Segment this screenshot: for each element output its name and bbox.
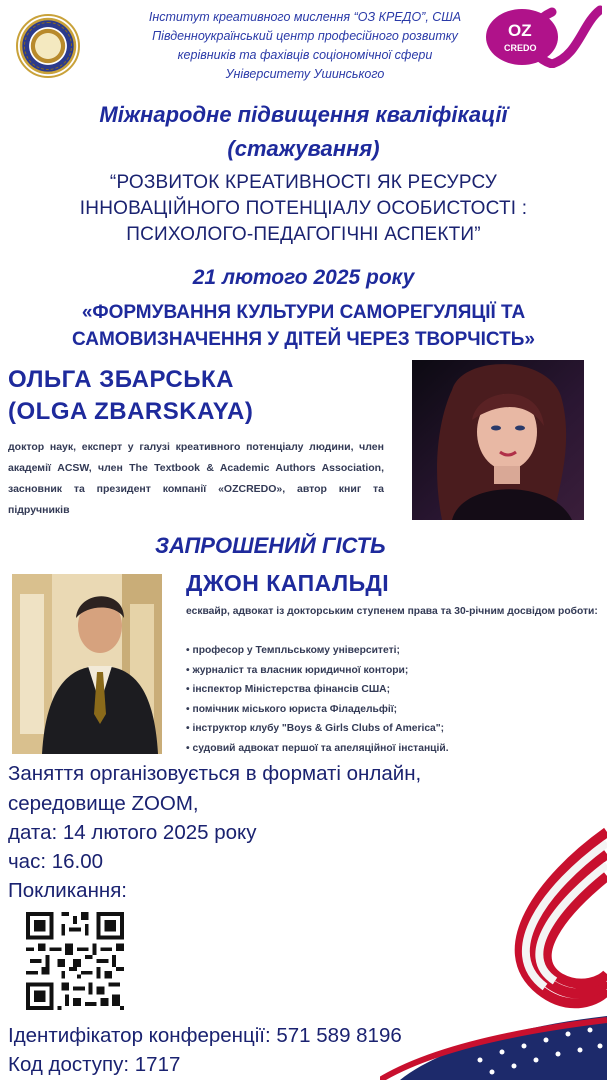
speaker-name-latin: (OLGA ZBARSKAYA)	[8, 398, 254, 425]
time-line: час: 16.00	[8, 850, 104, 873]
program-line: ПСИХОЛОГО-ПЕДАГОГІЧНІ АСПЕКТИ”	[126, 224, 481, 245]
format-line: Заняття організовується в форматі онлайн,	[8, 762, 422, 785]
platform-line: середовище ZOOM,	[8, 792, 199, 815]
speaker-name	[8, 364, 368, 428]
svg-text:OZ: OZ	[508, 21, 532, 40]
speaker-name-line: ОЛЬГА ЗБАРСЬКА	[8, 366, 234, 393]
lecture-topic	[0, 299, 607, 353]
guest-name: ДЖОН КАПАЛЬДІ	[186, 570, 390, 596]
program-title	[0, 170, 607, 248]
guest-photo	[12, 574, 162, 754]
header-institutions	[120, 8, 490, 84]
guest-roles-list	[186, 641, 606, 758]
header-line: керівників та фахівців соціономічної сфери	[177, 48, 433, 62]
ozcredo-logo	[482, 4, 602, 68]
list-item: • професор у Темпльському університеті;	[186, 641, 606, 661]
title-line: Міжнародне підвищення кваліфікації	[99, 102, 508, 127]
invited-guest-label: ЗАПРОШЕНИЙ ГІСТЬ	[155, 533, 386, 558]
topic-line: САМОВИЗНАЧЕННЯ У ДІТЕЙ ЧЕРЕЗ ТВОРЧІСТЬ»	[72, 329, 535, 350]
header-line: Південноукраїнський центр професійного розвитку	[152, 29, 458, 43]
list-item: • помічник міського юриста Філадельфії;	[186, 700, 606, 720]
list-item: • інструктор клубу "Boys & Girls Clubs of America";	[186, 719, 606, 739]
svg-text:CREDO: CREDO	[504, 43, 537, 53]
list-item: • журналіст та власник юридичної контори;	[186, 661, 606, 681]
date-line: дата: 14 лютого 2025 року	[8, 821, 257, 844]
list-item: • інспектор Міністерства фінансів США;	[186, 680, 606, 700]
header-line: Університету Ушинського	[225, 67, 385, 81]
conference-id: Ідентифікатор конференції: 571 589 8196	[8, 1024, 402, 1047]
link-label: Покликання:	[8, 879, 128, 902]
main-title	[0, 98, 607, 166]
title-line: (стажування)	[227, 136, 380, 161]
program-line: ІННОВАЦІЙНОГО ПОТЕНЦІАЛУ ОСОБИСТОСТІ :	[79, 198, 528, 219]
list-item: • судовий адвокат першої та апеляційної інстанцій.	[186, 739, 606, 759]
program-line: “РОЗВИТОК КРЕАТИВНОСТІ ЯК РЕСУРСУ	[109, 172, 498, 193]
guest-intro: есквайр, адвокат із докторським ступенем права та 30-річним досвідом роботи:	[186, 606, 598, 617]
speaker-photo	[412, 360, 584, 520]
university-emblem-logo	[16, 14, 80, 78]
access-code: Код доступу: 1717	[8, 1053, 181, 1076]
header-line: Інститут креативного мислення “ОЗ КРЕДО”, США	[148, 10, 462, 24]
speaker-bio: доктор наук, експерт у галузі креативного потенціалу людини, член академії ACSW, член The Textbook & Academic Authors Association, засновник та президент компанії «OZCREDO», автор книг та підручників	[8, 441, 384, 516]
topic-line: «ФОРМУВАННЯ КУЛЬТУРИ САМОРЕГУЛЯЦІЇ ТА	[81, 302, 526, 323]
qr-code[interactable]	[26, 912, 124, 1010]
event-date: 21 лютого 2025 року	[192, 266, 415, 289]
